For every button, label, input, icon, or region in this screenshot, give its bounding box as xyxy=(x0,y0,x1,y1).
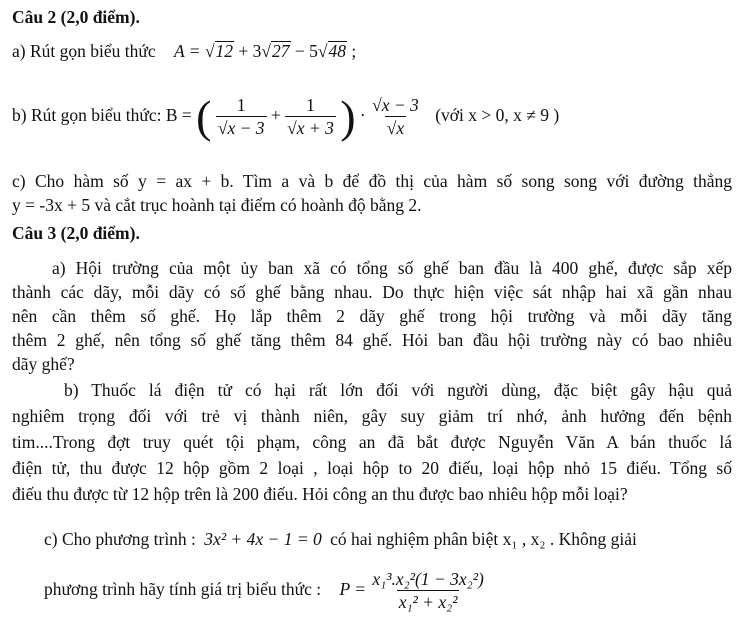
frac1-numerator: 1 xyxy=(236,95,246,116)
q3c-equation: 3x² + 4x − 1 = 0 xyxy=(204,529,322,549)
frac1-denominator: √x − 3 xyxy=(217,118,265,139)
expr-end: ; xyxy=(347,41,357,61)
q3b-line-5: điếu thu được từ 12 hộp trên là 200 điếu. Hỏi công an thu được bao nhiêu hộp mỗi loại? xyxy=(12,484,628,504)
q3c-line-1 xyxy=(44,528,637,550)
frac2-numerator: 1 xyxy=(306,95,315,116)
q3a-line-3: nên cần thêm số ghế. Họ lắp thêm 2 dãy ghế trong hội trường và mỗi dãy tăng xyxy=(12,306,732,326)
q2b-fraction-1 xyxy=(216,94,267,139)
q2b-fraction-3 xyxy=(370,94,421,139)
expr-a-lhs: A = xyxy=(174,41,205,61)
frac3-numerator: √x − 3 xyxy=(372,95,419,116)
q2b-fraction-2 xyxy=(285,94,336,139)
p-fraction xyxy=(370,568,485,613)
q2a-expression: A = √12 + 3√27 − 5√48 ; xyxy=(174,41,357,61)
radicand-12: 12 xyxy=(215,41,234,61)
q2a-statement xyxy=(12,40,356,62)
q3a-line-1: a) Hội trường của một ủy ban xã có tổng số ghế ban đầu là 400 ghế, được sắp xếp xyxy=(52,258,732,278)
frac2-denominator: √x + 3 xyxy=(287,118,334,139)
q3b-line-4: điện tử, thu được 12 hộp gồm 2 loại , loại hộp to 20 điếu, loại hộp nhỏ 15 điếu. Tổng số xyxy=(12,458,732,478)
q3a-line-5: dãy ghế? xyxy=(12,354,75,374)
q2-title: Câu 2 (2,0 điểm). xyxy=(12,7,140,27)
q3c-lead: c) Cho phương trình : xyxy=(44,529,196,549)
p-denominator: x₁² + x₂² xyxy=(398,592,458,613)
expr-coef-3: + 3 xyxy=(234,41,262,61)
q3-title: Câu 3 (2,0 điểm). xyxy=(12,223,140,243)
q3c-tail: có hai nghiệm phân biệt x₁ , x₂ . Không giải xyxy=(330,529,637,549)
q2c-line-2: y = -3x + 5 và cắt trục hoành tại điểm có hoành độ bằng 2. xyxy=(12,195,422,215)
q3a-line-4: thêm 2 ghế, nên tổng số ghế tăng thêm 84 ghế. Hỏi ban đầu hội trường này có bao nhiêu xyxy=(12,330,732,350)
q3a-line-2: thành các dãy, mỗi dãy có số ghế bằng nhau. Do thực hiện việc sát nhập hai xã gần nhau xyxy=(12,282,732,302)
q3b-line-2: nghiêm trọng đối với trẻ vị thành niên, gây suy giảm trí nhớ, ảnh hưởng đến bệnh xyxy=(12,406,732,426)
frac3-denominator: √x xyxy=(386,118,405,139)
q2b-lead: b) Rút gọn biểu thức: B = xyxy=(12,105,197,125)
radicand-27: 27 xyxy=(272,41,290,61)
radicand-48: 48 xyxy=(328,41,347,61)
q2a-lead: a) Rút gọn biểu thức xyxy=(12,41,156,61)
q3c-line-2 xyxy=(44,566,486,613)
q2b-statement: b) Rút gọn biểu thức: B = ( $\frac{1}{√x - 3}$ + $\frac{1}{√x + 3}$ ) · $\frac{√x - 3}{√x}$ (với x > 0, x ≠ 9 ) xyxy=(12,90,560,142)
q2b-condition: (với x > 0, x ≠ 9 ) xyxy=(435,105,560,125)
q3b-line-3: tim....Trong đợt truy quét tội phạm, công an đã bắt được Nguyễn Văn A bán thuốc lá xyxy=(12,432,732,452)
q2c-line-1: c) Cho hàm số y = ax + b. Tìm a và b để đồ thị của hàm số song song với đường thẳng xyxy=(12,171,732,191)
p-numerator: x₁³.x₂²(1 − 3x₂²) xyxy=(372,569,484,590)
expr-coef-5: − 5 xyxy=(290,41,318,61)
q3c-line2-text: phương trình hãy tính giá trị biểu thức : xyxy=(44,579,322,599)
q3b-line-1: b) Thuốc lá điện tử có hại rất lớn đối với người dùng, đặc biệt gây hậu quả xyxy=(64,380,732,400)
p-lhs: P = xyxy=(339,579,367,599)
